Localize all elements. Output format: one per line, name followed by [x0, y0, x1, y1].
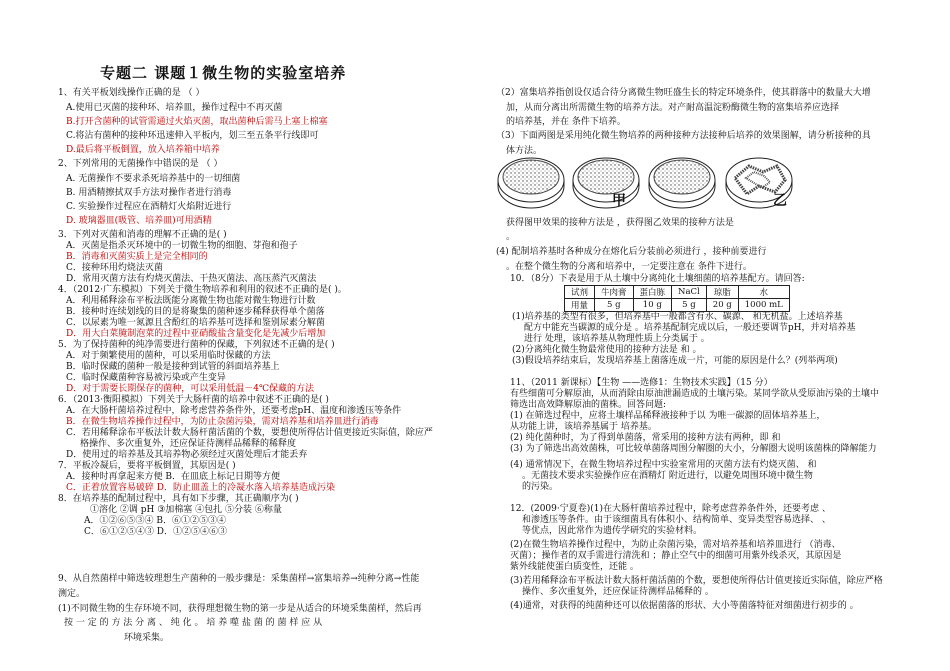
text-line: (2)分离纯化微生物最常使用的接种方法是 和 。 [512, 345, 702, 355]
text-line: B．在微生物培养操作过程中，为防止杂菌污染，需对培养基和培养皿进行消毒 [66, 417, 379, 427]
text-line: 的培养基，并在 条件下培养。 [506, 117, 626, 127]
petri-dish-1 [498, 158, 564, 208]
text-line: 和渗透压等条件。由于该细菌具有体积小、结构简单、变异类型容易选择、 、 [522, 515, 831, 525]
text-line: D. 玻璃器皿(吸管、培养皿)可用酒精 [66, 216, 212, 226]
table-header-cell: 试剂 [565, 286, 595, 299]
table-cell: 5 g [672, 299, 707, 312]
petri-dish-2 [573, 158, 639, 208]
text-line: D．对于需要长期保存的菌种，可以采用低温－4℃保藏的方法 [66, 384, 315, 394]
text-line: 等优点，因此常作为遗传学研究的实验材料。 [522, 526, 703, 536]
text-line: C．若用稀释涂布平板法计数大肠杆菌活菌的个数，要想使所得估计值更接近实际值，除应严 [66, 428, 433, 438]
text-line: (3)假设培养结束后，发现培养基上菌落连成一片，可能的原因是什么？(列举两项) [512, 356, 838, 366]
text-line: A．利用稀释涂布平板法既能分离微生物也能对微生物进行计数 [66, 296, 316, 306]
text-line: 从功能上讲，该培养基属于 培养基。 [510, 422, 657, 432]
text-line: (4) 配制培养基时各种成分在熔化后分装前必须进行 ，接种前要进行 [496, 247, 767, 257]
table-cell: 10 g [633, 299, 672, 312]
text-line: (3) 为了筛选出高效菌株，可比较单菌落周围分解圈的大小，分解圈大说明该菌株的降解能力 [510, 444, 877, 454]
table-header-cell: 牛肉膏 [595, 286, 634, 299]
text-line: C．正着放置容易破碎 D．防止皿盖上的冷凝水落入培养基造成污染 [66, 483, 335, 493]
text-line: 加，从而分离出所需微生物的培养方法。对产耐高温淀粉酶微生物的富集培养应选择 [506, 103, 840, 113]
figure-label-yi: 乙 [773, 193, 787, 209]
text-line: 5．为了保持菌种的纯净需要进行菌种的保藏，下列叙述不正确的是( ) [58, 340, 335, 350]
text-line: C. 实验操作过程应在酒精灯火焰附近进行 [66, 202, 232, 212]
text-line: 2、下列常用的无菌操作中错误的是 （ ） [58, 159, 223, 169]
text-line: (4) 通常情况下，在微生物培养过程中实验室常用的灭菌方法有灼烧灭菌、 和 [510, 460, 817, 470]
text-line: B. 用酒精擦拭双手方法对操作者进行消毒 [66, 188, 232, 198]
text-line: C．接种环用灼烧法灭菌 [66, 263, 163, 273]
text-line: (2) 纯化菌种时，为了得到单菌落，常采用的接种方法有两种，即 和 [510, 433, 781, 443]
text-line: 环境采集。 [124, 633, 170, 643]
text-line: A．①②⑥⑤③④ B．⑥①②⑤③④ [84, 516, 226, 526]
text-line: 操作、多次重复外，还应保证待测样品稀释的 。 [522, 587, 714, 597]
text-line: D．用大白菜腌制泡菜的过程中亚硝酸盐含量变化是先减少后增加 [66, 329, 326, 339]
text-line: C．临时保藏菌种容易被污染或产生变异 [66, 373, 226, 383]
text-line: (3)若用稀释涂布平板法计数大肠杆菌活菌的个数，要想使所得估计值更接近实际值，除应严格 [510, 576, 883, 586]
text-line: 9、从自然菌样中筛选较理想生产菌种的一般步骤是：采集菌样→富集培养→纯种分离→性能 [58, 574, 420, 584]
text-line: 8．在培养基的配制过程中，具有如下步骤，其正确顺序为( ) [58, 494, 299, 504]
text-line: 进行 处理，该培养基从物理性质上分类属于 。 [524, 334, 710, 344]
text-line: C．⑥①②⑤④③ D．①②⑤④⑥③ [84, 527, 227, 537]
text-line: A．在大肠杆菌培养过程中，除考虑营养条件外，还要考虑pH、温度和渗透压等条件 [66, 406, 402, 416]
text-line: 11、（2011 新课标）【生物 ——选修1：生物技术实践】（15 分） [510, 378, 773, 388]
table-cell: 用量 [565, 299, 595, 312]
text-line: B．接种时连续划线的目的是将聚集的菌种逐步稀释获得单个菌落 [66, 307, 325, 317]
text-line: A．接种时再拿起来方便 B．在皿底上标记日期等方便 [66, 472, 280, 482]
table-header-row [565, 286, 790, 299]
text-line: 7．平板冷凝后，要将平板倒置，其原因是( ) [58, 461, 236, 471]
text-line: 。 [506, 232, 516, 242]
text-line: B.打开含菌种的试管需通过火焰灭菌，取出菌种后需马上塞上棉塞 [66, 117, 328, 127]
table-header-cell: 蛋白胨 [633, 286, 672, 299]
text-line: 6．（2013·衡阳模拟）下列关于大肠杆菌的培养中叙述不正确的是( ) [58, 395, 329, 405]
page-title: 专题二 课题１微生物的实验室培养 [100, 64, 347, 82]
text-line: A．灭菌是指杀灭环境中的一切微生物的细胞、芽孢和孢子 [66, 241, 298, 251]
text-line: C.将沾有菌种的接种环迅速伸入平板内，划三至五条平行线即可 [66, 131, 319, 141]
text-line: 获得图甲效果的接种方法是 ，获得图乙效果的接种方法是 [506, 218, 734, 228]
text-line: D．常用灭菌方法有灼烧灭菌法、干热灭菌法、高压蒸汽灭菌法 [66, 274, 317, 284]
table-cell: 1000 mL [738, 299, 789, 312]
text-line: 测定。 [58, 589, 86, 599]
text-line: 。无菌技术要求实验操作应在酒精灯 附近进行，以避免周围环境中微生物 [522, 471, 813, 481]
text-line: 1、有关平板划线操作正确的是 （ ） [58, 88, 205, 98]
text-line: （3）下面两图是采用纯化微生物培养的两种接种方法接种后培养的效果图解，请分析接种的具 [496, 131, 871, 141]
text-line: 的污染。 [522, 482, 559, 492]
text-line: D．使用过的培养基及其培养物必须经过灭菌处理后才能丢弃 [66, 450, 308, 460]
text-line: A. 无菌操作不要求杀死培养基中的一切细菌 [66, 174, 241, 184]
text-line: B．临时保藏的菌种一般是接种到试管的斜面培养基上 [66, 362, 280, 372]
text-line: C．以尿素为唯一氮源且含酚红的培养基可选择和鉴别尿素分解菌 [66, 318, 325, 328]
medium-recipe-table [564, 285, 790, 312]
figure-label-jia: 甲 [612, 193, 626, 209]
text-line: 10．（8分）下表是用于从土壤中分离纯化土壤细菌的培养基配方。请回答: [510, 274, 805, 284]
petri-dish-3 [649, 158, 715, 208]
text-line: (1) 在筛选过程中，应将土壤样品稀释液接种于以 为唯一碳源的固体培养基上， [510, 411, 826, 421]
table-header-cell: NaCl [672, 286, 707, 299]
text-line: B．消毒和灭菌实质上是完全相同的 [66, 252, 208, 262]
text-line: 有些细菌可分解原油，从而消除由原油泄漏造成的土壤污染。某同学欲从受原油污染的土壤中 [510, 389, 880, 399]
text-line: 格操作、多次重复外，还应保证待测样品稀释的稀释度 [80, 439, 297, 449]
text-line: 3．下列对灭菌和消毒的理解不正确的是( ) [58, 230, 227, 240]
table-cell: 20 g [706, 299, 738, 312]
text-line: (4)通常，对获得的纯菌种还可以依据菌落的形状、大小等菌落特征对细菌进行初步的 。 [510, 601, 859, 611]
table-cell: 5 g [595, 299, 634, 312]
text-line: 灭菌）；操作者的双手需进行清洗和 ；静止空气中的细菌可用紫外线杀灭，其原因是 [510, 551, 842, 561]
text-line: 体方法。 [506, 146, 543, 156]
text-line: (1)不同微生物的生存环境不同，获得理想微生物的第一步是从适合的环境采集菌样，然后再 [58, 604, 422, 614]
text-line: 筛选出高效降解原油的菌株。回答问题: [510, 400, 667, 410]
text-line: 4．（2012·广东模拟）下列关于微生物培养和利用的叙述不正确的是( )。 [58, 285, 347, 295]
text-line: 配方中能充当碳源的成分是 。培养基配制完成以后，一般还要调节pH，并对培养基 [524, 323, 856, 333]
table-row [565, 299, 790, 312]
text-line: A.使用已灭菌的接种环、培养皿，操作过程中不再灭菌 [66, 103, 283, 113]
text-line: (1)培养基的类型有很多，但培养基中一般都含有水、碳源、 和无机盐。上述培养基 [512, 312, 843, 322]
text-line: 按 一 定 的 方 法 分 离 、 纯 化 。 培 养 噬 盐 菌 的 菌 样 应 从 [64, 618, 323, 628]
text-line: D.最后将平板倒置，放入培养箱中培养 [66, 145, 220, 155]
text-line: 12．(2009·宁夏卷)(1)在大肠杆菌培养过程中，除考虑营养条件外，还要考虑 、 [510, 504, 831, 514]
table-header-cell: 水 [738, 286, 789, 299]
text-line: A．对于频繁使用的菌种，可以采用临时保藏的方法 [66, 351, 271, 361]
text-line: （2）富集培养指创设仅适合待分离微生物旺盛生长的特定环境条件，使其群落中的数量大大增 [496, 88, 871, 98]
text-line: 。在整个微生物的分离和培养中，一定要注意在 条件下进行。 [506, 262, 752, 272]
table-header-cell: 琼脂 [706, 286, 738, 299]
text-line: (2)在微生物培养操作过程中，为防止杂菌污染，需对培养基和培养皿进行 （消毒、 [510, 540, 841, 550]
text-line: 紫外线能使蛋白质变性，还能 。 [510, 562, 639, 572]
text-line: ①溶化 ②调 pH ③加棉塞 ④包扎 ⑤分装 ⑥称量 [90, 505, 282, 515]
